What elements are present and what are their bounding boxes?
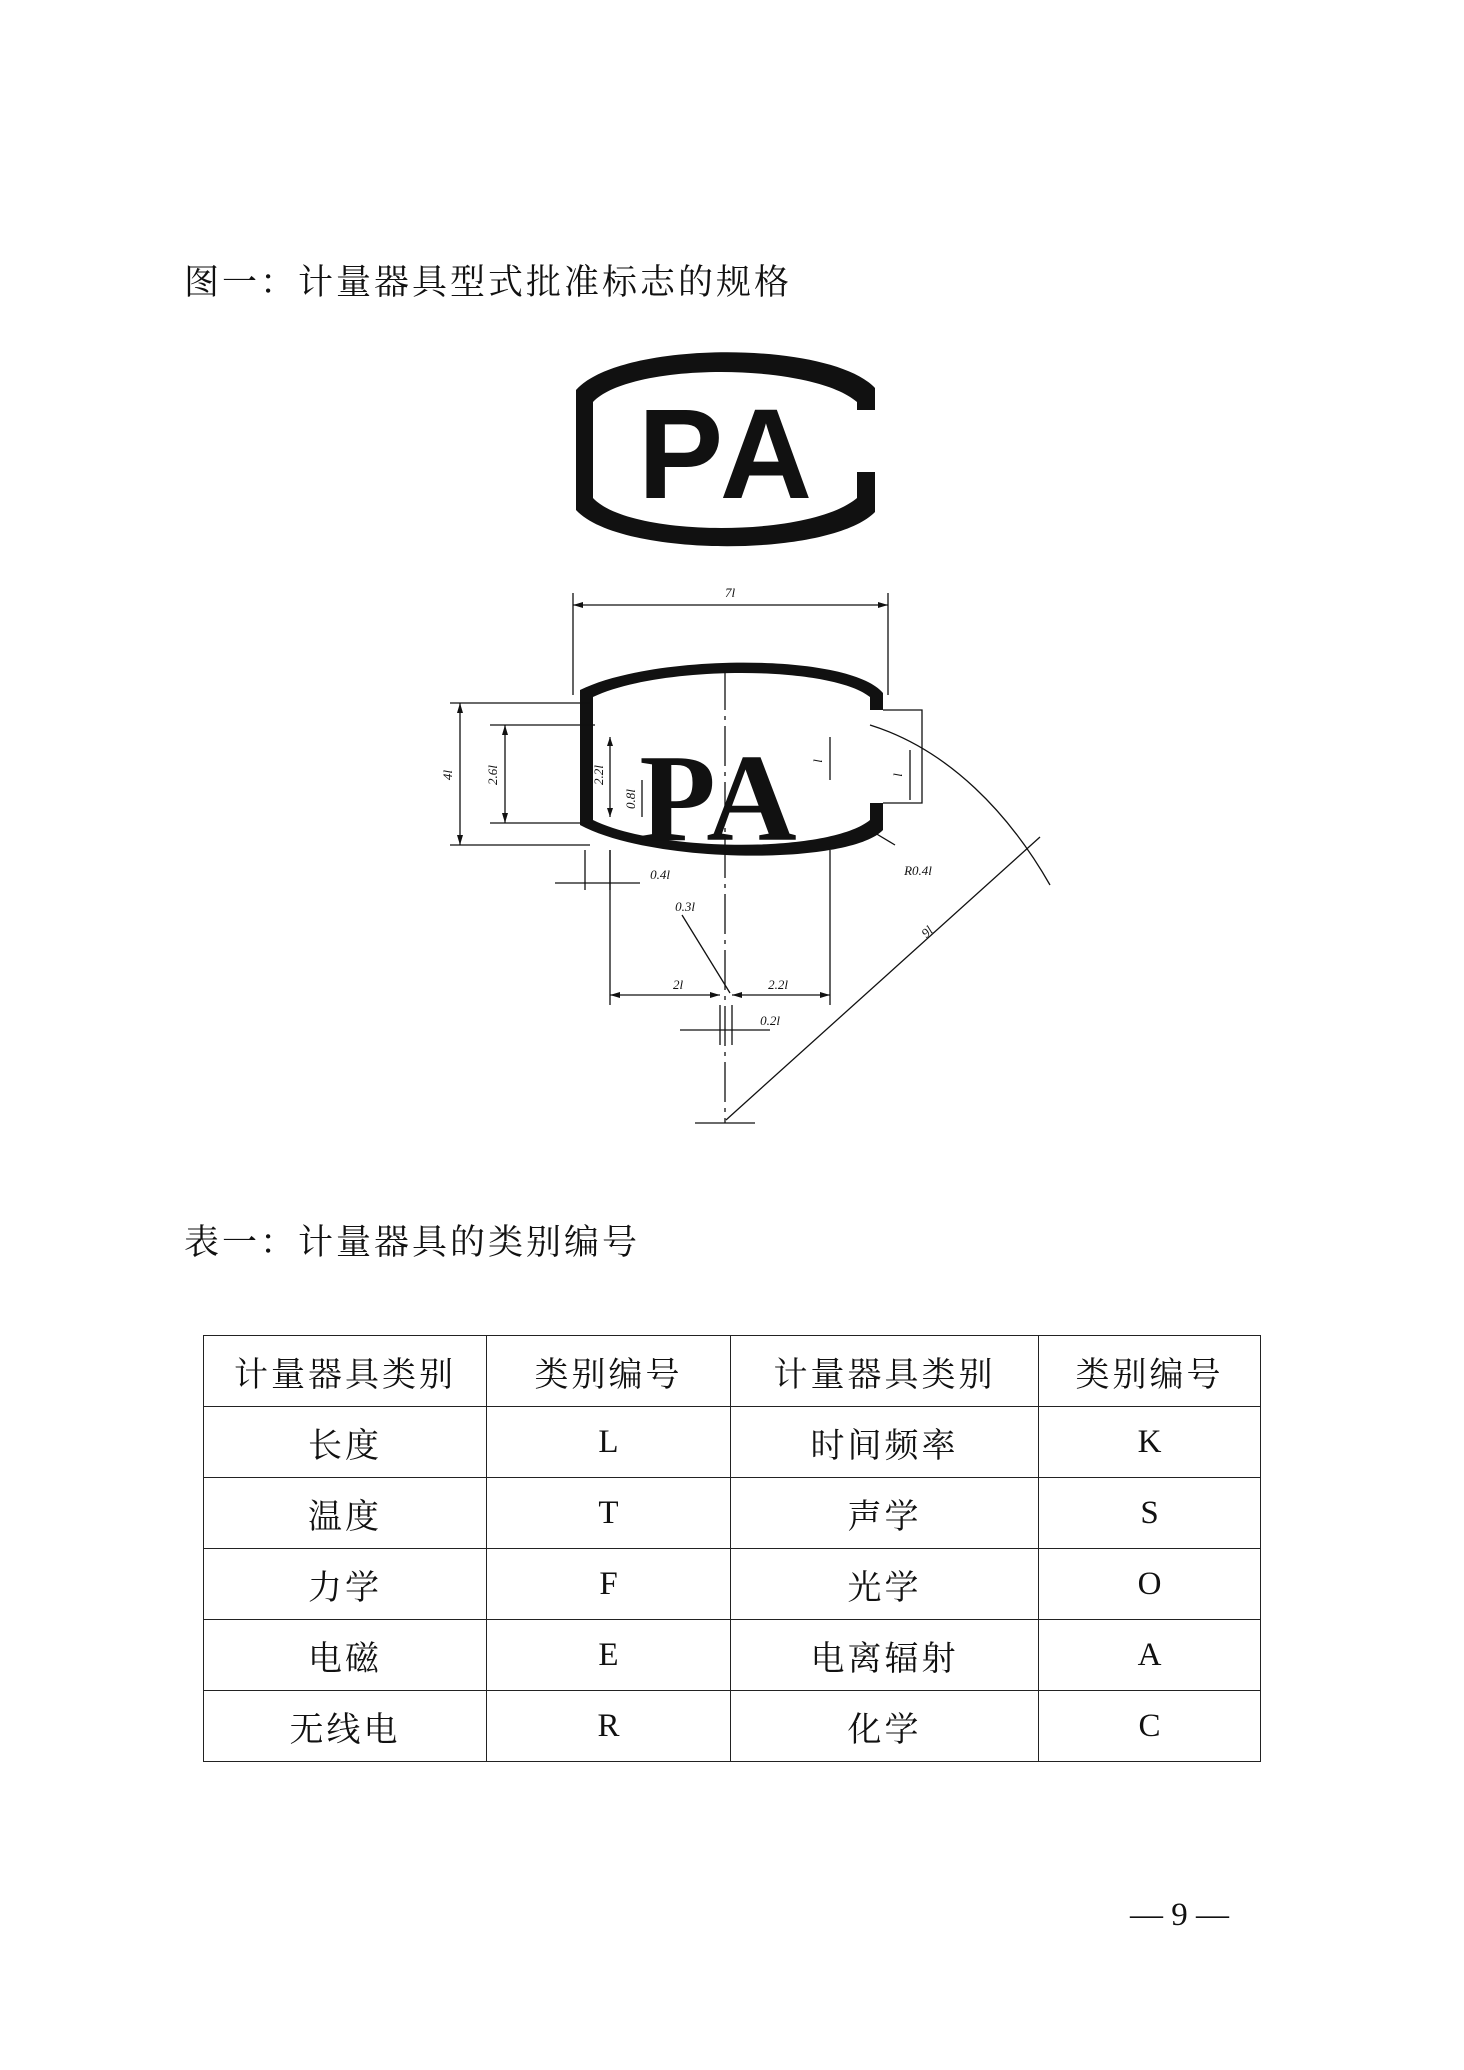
dim-center-width-label: 0.2l <box>760 1013 780 1028</box>
code-cell: E <box>487 1620 731 1691</box>
header-category-2: 计量器具类别 <box>731 1336 1039 1407</box>
category-cell: 电磁 <box>204 1620 487 1691</box>
table-header-row <box>204 1336 1261 1407</box>
dim-right-span-label: 2.2l <box>768 977 788 992</box>
code-cell: O <box>1039 1549 1261 1620</box>
header-code-2: 类别编号 <box>1039 1336 1261 1407</box>
pa-mark-letters: PA <box>637 383 819 526</box>
code-cell: T <box>487 1478 731 1549</box>
dim-bowl-label: 0.8l <box>623 789 638 809</box>
code-cell: K <box>1039 1407 1261 1478</box>
dim-notch-width-label: l <box>890 773 905 777</box>
code-cell: S <box>1039 1478 1261 1549</box>
category-cell: 声学 <box>731 1478 1039 1549</box>
table-row <box>204 1478 1261 1549</box>
category-cell: 电离辐射 <box>731 1620 1039 1691</box>
code-cell: C <box>1039 1691 1261 1762</box>
dim-mark-letters: PA <box>639 730 797 868</box>
pa-mark-dimension-drawing <box>430 575 1110 1130</box>
dim-radius-label: R0.4l <box>904 863 932 878</box>
category-cell: 温度 <box>204 1478 487 1549</box>
dim-arc-label: 9l <box>918 922 936 941</box>
header-code-1: 类别编号 <box>487 1336 731 1407</box>
code-cell: L <box>487 1407 731 1478</box>
dim-height-label: 4l <box>440 769 455 781</box>
dim-letter-height-label: 2.2l <box>591 765 606 785</box>
category-cell: 化学 <box>731 1691 1039 1762</box>
page-number: — 9 — <box>1130 1897 1229 1933</box>
table-row <box>204 1549 1261 1620</box>
code-cell: R <box>487 1691 731 1762</box>
pa-mark-logo <box>560 340 910 560</box>
figure-caption: 图一：计量器具型式批准标志的规格 <box>184 263 793 303</box>
code-cell: A <box>1039 1620 1261 1691</box>
dim-gap-label: 0.3l <box>675 899 695 914</box>
category-cell: 长度 <box>204 1407 487 1478</box>
category-cell: 力学 <box>204 1549 487 1620</box>
dim-width-label: 7l <box>724 585 736 600</box>
header-category-1: 计量器具类别 <box>204 1336 487 1407</box>
category-cell: 无线电 <box>204 1691 487 1762</box>
table-row <box>204 1407 1261 1478</box>
table-caption: 表一：计量器具的类别编号 <box>184 1223 641 1263</box>
table-row <box>204 1620 1261 1691</box>
dim-stroke-label: 0.4l <box>650 867 670 882</box>
category-code-table <box>203 1335 1261 1762</box>
dim-notch-top-label: l <box>810 759 825 763</box>
table-row <box>204 1691 1261 1762</box>
dim-left-span-label: 2l <box>672 977 684 992</box>
dim-inner-height-label: 2.6l <box>485 765 500 785</box>
code-cell: F <box>487 1549 731 1620</box>
category-cell: 光学 <box>731 1549 1039 1620</box>
category-cell: 时间频率 <box>731 1407 1039 1478</box>
